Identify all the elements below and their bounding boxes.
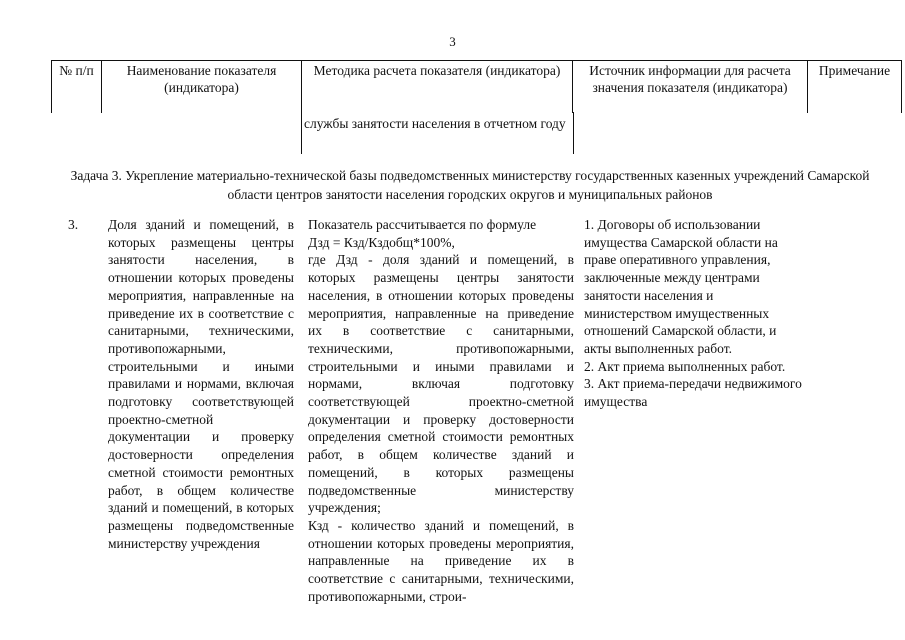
row-number: 3. — [68, 217, 79, 232]
method-formula: Дзд = Кзд/Кздобщ*100%, — [308, 234, 455, 250]
source-item: 1. Договоры об использовании имущества Самарской области на праве оперативного управления, заключенные между центрами занятости населения и министерством имущественных отношений Самарской области, и акты выполненных работ. — [584, 217, 778, 356]
header-table — [51, 60, 902, 113]
calculation-method — [308, 216, 574, 605]
header-col-name: Наименование показателя (индикатора) — [102, 61, 302, 113]
source-item: 2. Акт приема выполненных работ. — [584, 358, 786, 374]
task-title: Задача 3. Укрепление материально-технической базы подведомственных министерству государственных казенных учреждений Самарской области центров занятости населения городских округов и муниципальных районов — [70, 168, 870, 202]
header-col-method: Методика расчета показателя (индикатора) — [302, 61, 573, 113]
method-intro: Показатель рассчитывается по формуле — [308, 217, 537, 232]
information-sources — [584, 216, 804, 411]
page-number: 3 — [449, 34, 456, 49]
continuation-text: службы занятости населения в отчетном году — [304, 116, 566, 131]
method-definition-k: Кзд - количество зданий и помещений, в отношении которых проведены мероприятия, направленные на приведение их в соответствие с санитарными, техническими, противопожарными, строи- — [308, 517, 574, 604]
source-item: 3. Акт приема-передачи недвижимого имущества — [584, 376, 802, 410]
header-col-source: Источник информации для расчета значения показателя (индикатора) — [573, 61, 808, 113]
header-col-note: Примечание — [808, 61, 902, 113]
header-col-number: № п/п — [52, 61, 102, 113]
indicator-name: Доля зданий и помещений, в которых размещены центры занятости населения, в отношении которых проведены мероприятия, направленные на приведение их в соответствие с санитарными, техническими, противопожарными, строительными и иными правилами и нормами, включая подготовку соответствующей проектно-сметной документации и проверку достоверности определения сметной стоимости ремонтных работ, в общем количестве зданий и помещений, в которых размещены подведомственные министерству учреждения — [108, 217, 294, 551]
method-definition-d: где Дзд - доля зданий и помещений, в которых размещены центры занятости населения, в отношении которых проведены мероприятия, направленные на приведение их в соответствие с санитарными, техническими, противопожарными, строительными и иными правилами и нормами, включая подготовку соответствующей проектно-сметной документации и проверку достоверности определения сметной стоимости ремонтных работ, в общем количестве зданий и помещений, в которых размещены подведомственные министерству учреждения; — [308, 252, 574, 516]
